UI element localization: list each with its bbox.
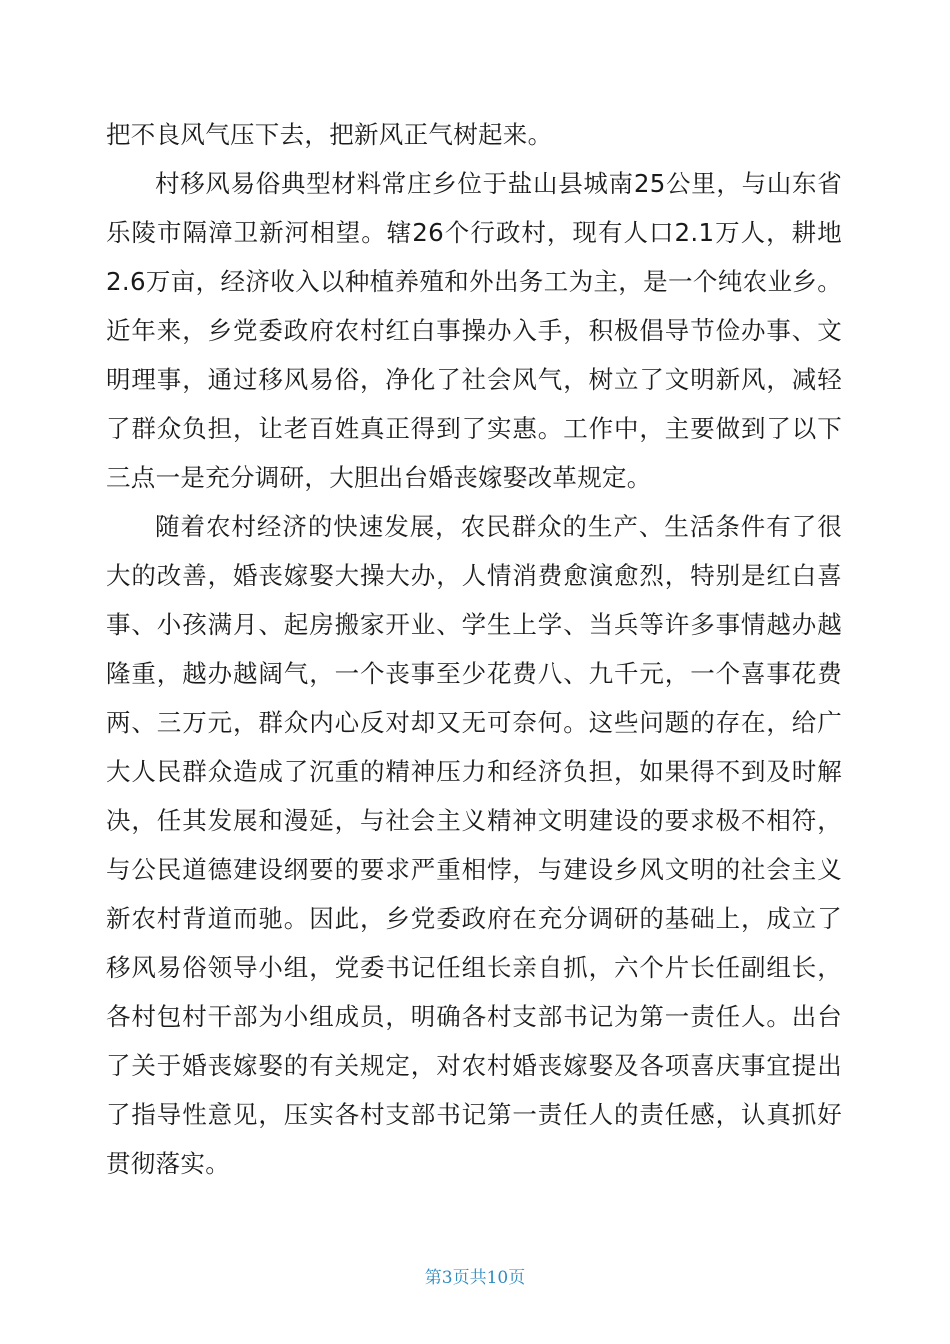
paragraph-continuation: 把不良风气压下去，把新风正气树起来。 <box>106 120 553 149</box>
document-body <box>106 110 842 1188</box>
paragraph-intro: 村移风易俗典型材料常庄乡位于盐山县城南25公里，与山东省乐陵市隔漳卫新河相望。辖26个行政村，现有人口2.1万人，耕地2.6万亩，经济收入以种植养殖和外出务工为主，是一个纯农业乡。近年来，乡党委政府农村红白事操办入手，积极倡导节俭办事、文明理事，通过移风易俗，净化了社会风气，树立了文明新风，减轻了群众负担，让老百姓真正得到了实惠。工作中，主要做到了以下三点一是充分调研，大胆出台婚丧嫁娶改革规定。 <box>106 169 842 492</box>
page-number-footer: 第3页共10页 <box>424 1268 526 1288</box>
paragraph-background: 随着农村经济的快速发展，农民群众的生产、生活条件有了很大的改善，婚丧嫁娶大操大办，人情消费愈演愈烈，特别是红白喜事、小孩满月、起房搬家开业、学生上学、当兵等许多事情越办越隆重，越办越阔气，一个丧事至少花费八、九千元，一个喜事花费两、三万元，群众内心反对却又无可奈何。这些问题的存在，给广大人民群众造成了沉重的精神压力和经济负担，如果得不到及时解决，任其发展和漫延，与社会主义精神文明建设的要求极不相符，与公民道德建设纲要的要求严重相悖，与建设乡风文明的社会主义新农村背道而驰。因此，乡党委政府在充分调研的基础上，成立了移风易俗领导小组，党委书记任组长亲自抓，六个片长任副组长，各村包村干部为小组成员，明确各村支部书记为第一责任人。出台了关于婚丧嫁娶的有关规定，对农村婚丧嫁娶及各项喜庆事宜提出了指导性意见，压实各村支部书记第一责任人的责任感，认真抓好贯彻落实。 <box>106 512 842 1178</box>
